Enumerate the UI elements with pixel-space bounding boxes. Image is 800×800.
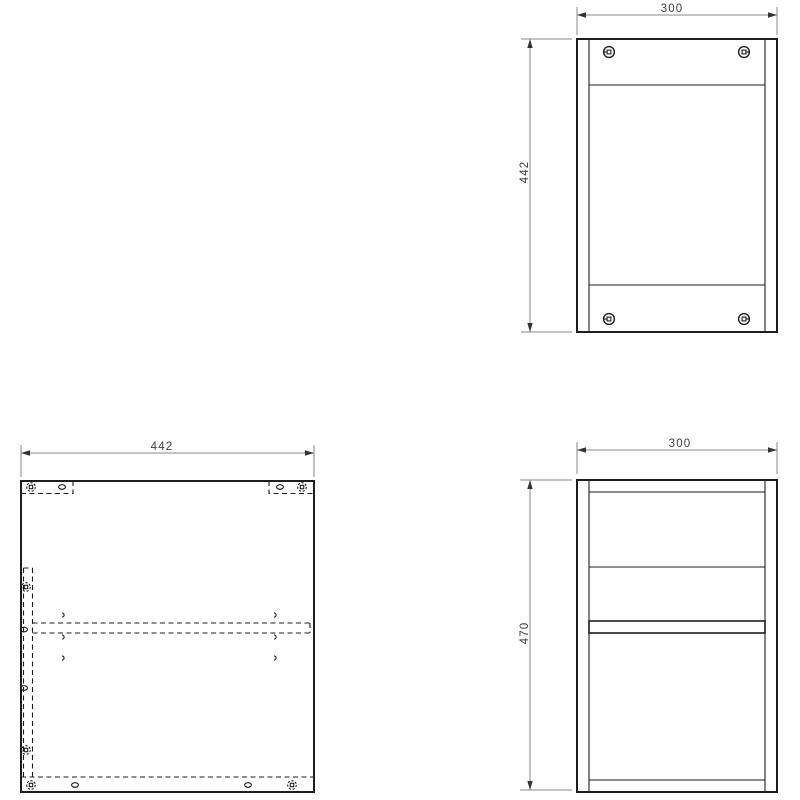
top-panel-outline	[21, 481, 314, 792]
side-panel-outline	[577, 480, 777, 792]
side-height-label: 470	[519, 621, 531, 645]
top-width-label: 442	[150, 441, 174, 453]
front-width-label: 300	[660, 3, 684, 15]
front-panel-outline	[577, 39, 777, 332]
side-width-label: 300	[668, 438, 692, 450]
front-height-label: 442	[519, 160, 531, 184]
top-view	[21, 441, 314, 792]
